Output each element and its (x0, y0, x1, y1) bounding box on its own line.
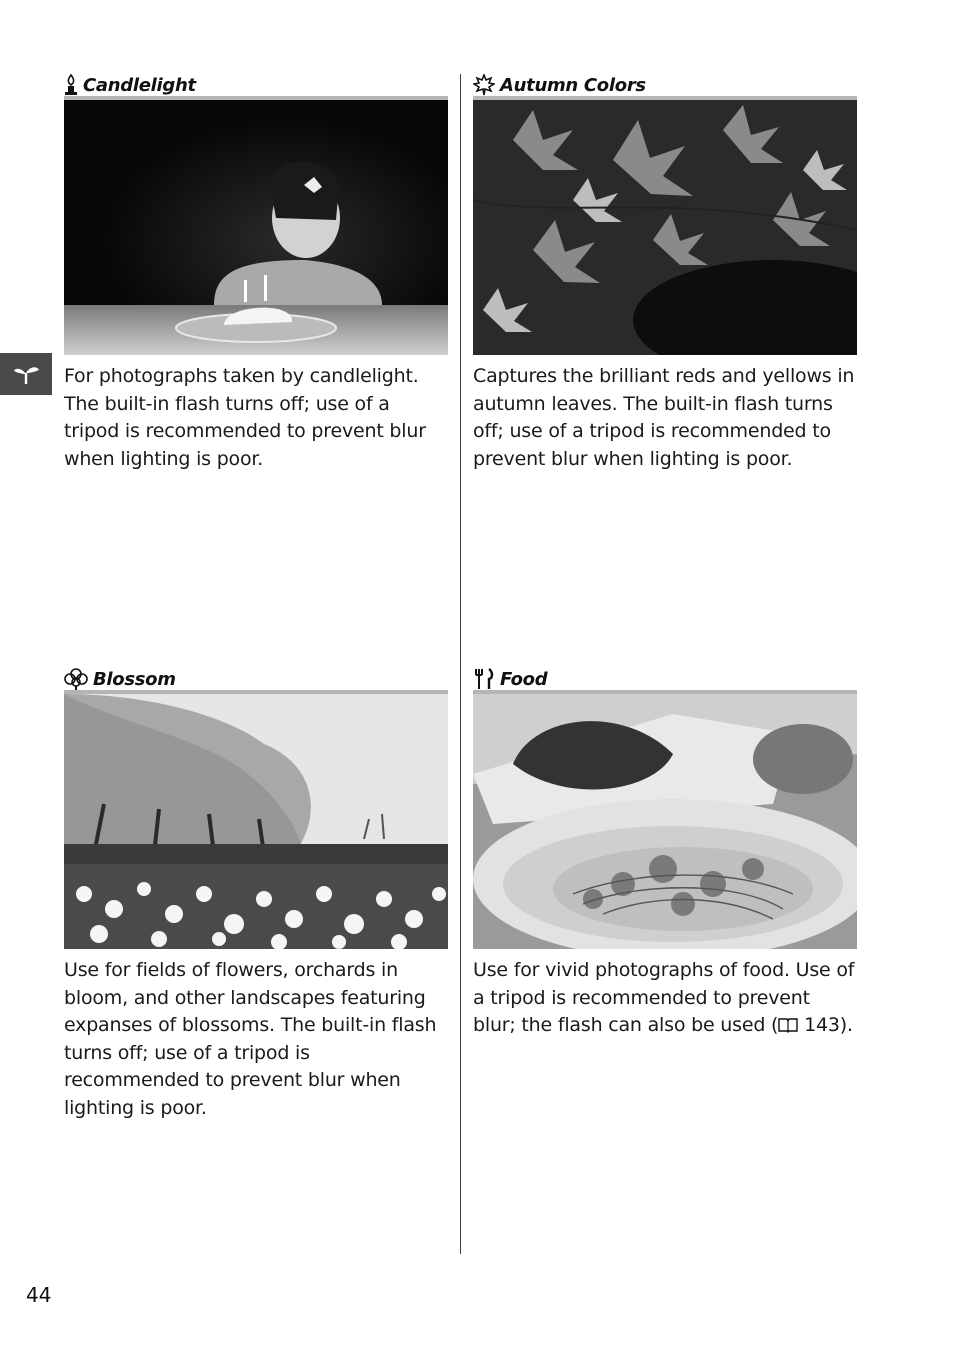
food-photo (473, 694, 857, 949)
section-heading (64, 666, 448, 690)
scene-mode-sprout-icon (12, 362, 40, 386)
section-title: Food (500, 669, 548, 690)
section-description: Use for fields of flowers, orchards in bloom, and other landscapes featuring expanses of blossoms. The built-in flash turns off; use of a tripod is recommended to prevent blur when lighting is poor. (64, 959, 437, 1119)
section-description: For photographs taken by candlelight. The built-in flash turns off; use of a tripod is recommended to prevent blur when lighting is poor. (64, 365, 426, 470)
blossom-photo (64, 694, 448, 949)
fork-knife-icon (473, 666, 495, 690)
page-reference[interactable]: 143 (798, 1014, 840, 1036)
food-text-end: ). (839, 1014, 853, 1036)
autumn-colors-photo (473, 100, 857, 355)
food-text: Use for vivid photographs of food. Use of a tripod is recommended to prevent blur; the flash can also be used ( (473, 959, 855, 1036)
section-description (473, 957, 857, 1042)
section-candlelight (64, 72, 448, 473)
section-title: Autumn Colors (500, 75, 646, 96)
blossom-icon (64, 666, 88, 690)
candle-icon (64, 72, 78, 96)
section-title: Candlelight (83, 75, 196, 96)
book-reference-icon (778, 1014, 798, 1042)
column-divider (460, 74, 461, 1254)
section-heading (473, 72, 857, 96)
section-heading (473, 666, 857, 690)
section-blossom (64, 666, 448, 1122)
maple-leaf-icon (473, 72, 495, 96)
candlelight-photo (64, 100, 448, 355)
section-autumn-colors (473, 72, 857, 473)
page-number: 44 (26, 1283, 52, 1307)
section-title: Blossom (93, 669, 176, 690)
section-food (473, 666, 857, 1042)
section-heading (64, 72, 448, 96)
chapter-tab (0, 353, 52, 395)
section-description: Captures the brilliant reds and yellows in autumn leaves. The built-in flash turns off; use of a tripod is recommended to prevent blur when lighting is poor. (473, 365, 855, 470)
